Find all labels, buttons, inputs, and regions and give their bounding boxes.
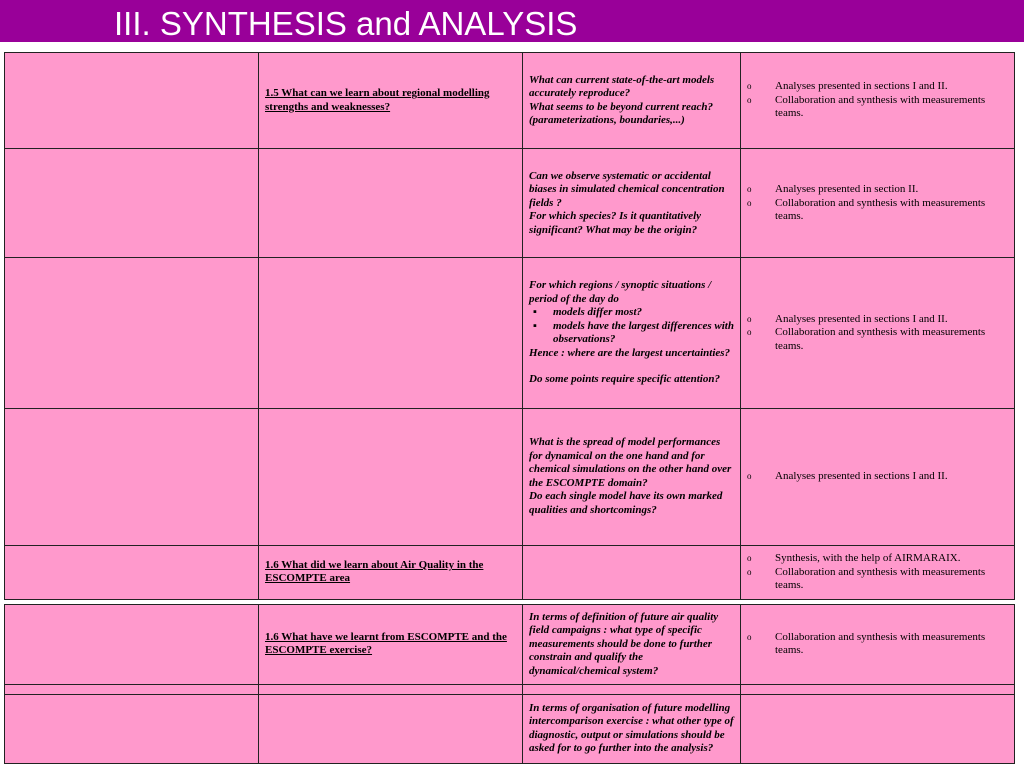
question-cell [523, 149, 741, 258]
question-cell: In terms of organisation of future modelling intercomparison exercise : what other type of diagnostic, output or simulations should be asked for to go further into the analysis? [523, 694, 741, 763]
table-row [5, 545, 1015, 599]
circle-bullet-icon: o [747, 553, 752, 564]
action-item: o Collaboration and synthesis with measurements teams. [747, 630, 986, 657]
question-list [529, 306, 734, 347]
action-item: o Analyses presented in section II. [747, 183, 919, 196]
empty-cell [259, 684, 523, 694]
table-row [5, 149, 1015, 258]
table-row [5, 258, 1015, 408]
topic-cell [259, 694, 523, 763]
actions-cell [741, 605, 1015, 685]
table-row [5, 694, 1015, 763]
topic-cell: 1.6 What did we learn about Air Quality in the ESCOMPTE area [259, 545, 523, 599]
title-bar [0, 0, 1024, 42]
synthesis-table [4, 52, 1015, 600]
empty-cell [5, 53, 259, 149]
question-line: Do each single model have its own marked qualities and shortcomings? [529, 490, 723, 516]
topic-cell [259, 258, 523, 408]
circle-bullet-icon: o [747, 313, 752, 324]
table-row [5, 53, 1015, 149]
circle-bullet-icon: o [747, 327, 752, 338]
question-line: Do some points require specific attention? [529, 373, 720, 386]
table-row [5, 605, 1015, 685]
question-line: Hence : where are the largest uncertainties? [529, 346, 731, 359]
question-line: What seems to be beyond current reach? (parameterizations, boundaries,...) [529, 100, 713, 127]
action-item: o Synthesis, with the help of AIRMARAIX. [747, 552, 961, 565]
table-row [5, 408, 1015, 545]
question-line: Can we observe systematic or accidental biases in simulated chemical concentration fields ? [529, 169, 725, 209]
empty-cell [5, 605, 259, 685]
empty-cell [523, 684, 741, 694]
question-line: What can current state-of-the-art models accurately reproduce? [529, 73, 715, 100]
question-cell [523, 53, 741, 149]
question-cell: In terms of definition of future air quality field campaigns : what type of specific measurements should be done to further constrain and qualify the dynamical/chemical system? [523, 605, 741, 685]
topic-cell: 1.5 What can we learn about regional modelling strengths and weaknesses? [259, 53, 523, 149]
circle-bullet-icon: o [747, 566, 752, 577]
action-item: o Collaboration and synthesis with measurements teams. [747, 326, 986, 352]
question-line: What is the spread of model performances for dynamical on the one hand and for chemical simulations on the other hand over the ESCOMPTE domain? [529, 436, 732, 489]
action-item: o Analyses presented in sections I and II. [747, 312, 948, 325]
table-row [5, 684, 1015, 694]
empty-cell [5, 149, 259, 258]
circle-bullet-icon: o [747, 631, 752, 642]
action-item: o Collaboration and synthesis with measurements teams. [747, 196, 986, 223]
circle-bullet-icon: o [747, 94, 752, 105]
empty-cell [5, 694, 259, 763]
topic-cell [259, 408, 523, 545]
question-spacer [529, 360, 734, 373]
question-cell [523, 408, 741, 545]
actions-cell [741, 694, 1015, 763]
synthesis-table-continued [4, 604, 1015, 764]
question-list-item: ▪ models have the largest differences with observations? [553, 320, 734, 347]
circle-bullet-icon: o [747, 184, 752, 195]
circle-bullet-icon: o [747, 197, 752, 208]
question-cell [523, 258, 741, 408]
actions-cell [741, 545, 1015, 599]
actions-cell [741, 53, 1015, 149]
question-line: For which species? Is it quantitatively significant? What may be the origin? [529, 210, 702, 236]
question-line: For which regions / synoptic situations / period of the day do [529, 279, 712, 305]
circle-bullet-icon: o [747, 471, 752, 481]
topic-cell [259, 149, 523, 258]
slide-title: III. SYNTHESIS and ANALYSIS [114, 5, 578, 42]
circle-bullet-icon: o [747, 81, 752, 92]
action-item: o Analyses presented in sections I and II. [747, 80, 948, 93]
empty-cell [5, 545, 259, 599]
action-item: o Analyses presented in sections I and II. [747, 470, 948, 482]
empty-cell [741, 684, 1015, 694]
action-item: o Collaboration and synthesis with measurements teams. [747, 93, 986, 120]
empty-cell [5, 258, 259, 408]
action-item: o Collaboration and synthesis with measurements teams. [747, 565, 986, 592]
topic-cell: 1.6 What have we learnt from ESCOMPTE and the ESCOMPTE exercise? [259, 605, 523, 685]
actions-cell [741, 149, 1015, 258]
empty-cell [5, 684, 259, 694]
question-cell [523, 545, 741, 599]
question-list-item: ▪ models differ most? [553, 306, 734, 320]
actions-cell [741, 408, 1015, 545]
empty-cell [5, 408, 259, 545]
actions-cell [741, 258, 1015, 408]
